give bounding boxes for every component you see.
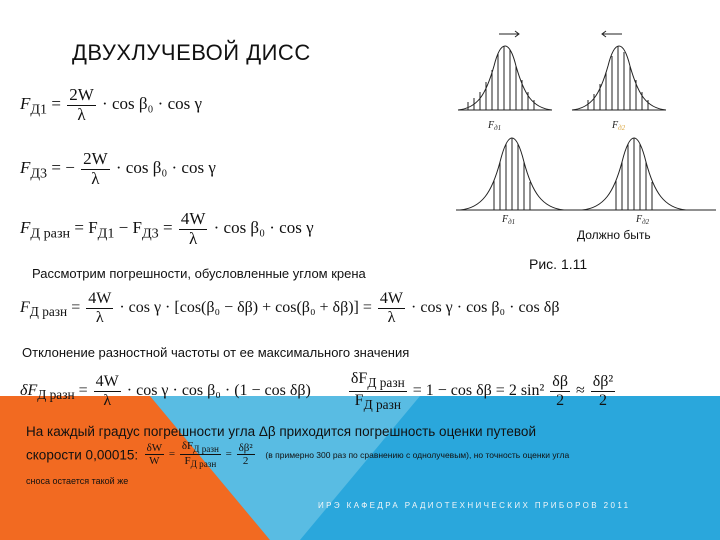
figure-must-be: Должно быть xyxy=(577,228,651,242)
formula-mid: = F xyxy=(74,218,98,238)
ratio-numerator xyxy=(349,370,407,392)
formula-fraction xyxy=(67,86,96,124)
formula-lhs-subscript: Д3 xyxy=(30,165,48,182)
formula-middle: · cos γ · [cos(β₀ − δβ) + cos(β₀ + δβ)] = xyxy=(119,298,372,316)
note-fraction-1 xyxy=(145,442,165,467)
denominator-text: F xyxy=(184,455,191,468)
formula-rest: · cos γ · cos β₀ · cos δβ xyxy=(411,298,560,316)
formula-lhs: F xyxy=(20,298,30,316)
half-numerator: δβ xyxy=(552,373,568,391)
note-aside: (в примерно 300 раз по сравнению с однолучевым), но точность оценки угла xyxy=(265,449,570,460)
formula-lhs-subscript: Д разн xyxy=(29,303,68,319)
formula-equals: = xyxy=(71,298,81,316)
fraction-denominator: W xyxy=(149,455,160,468)
square-denominator: 2 xyxy=(598,391,607,409)
fraction-denominator: λ xyxy=(77,104,86,124)
formula-lhs: δF xyxy=(20,382,38,400)
formula-fraction-2 xyxy=(378,290,405,326)
formula-equals: = xyxy=(78,382,88,400)
formula-fraction xyxy=(94,373,121,409)
formula-equals: = xyxy=(162,218,173,238)
ratio-numerator-text: δF xyxy=(350,370,368,387)
note-fraction-2 xyxy=(180,440,221,470)
footer-text: ИРЭ КАФЕДРА РАДИОТЕХНИЧЕСКИХ ПРИБОРОВ 2011 xyxy=(318,501,631,510)
deviation-text: Отклонение разностной частоты от ее максимального значения xyxy=(22,345,410,360)
formula-deviation xyxy=(20,370,617,413)
formula-f-diff xyxy=(20,210,314,248)
note-line-1: На каждый градус погрешности угла Δβ приходится погрешность оценки путевой xyxy=(26,424,536,439)
formula-mid-subscript-2: Д3 xyxy=(141,225,159,242)
note-prefix: скорости 0,00015: xyxy=(26,447,139,463)
formula-rest: · cos β₀ · cos γ xyxy=(102,94,203,114)
note-line-3: сноса остается такой же xyxy=(26,476,129,486)
fraction-numerator: δβ² xyxy=(238,442,253,455)
formula-rest: · cos β₀ · cos γ xyxy=(213,218,314,238)
fraction-denominator: 2 xyxy=(242,455,249,468)
fraction-denominator: λ xyxy=(103,391,112,409)
ratio-denominator-text: F xyxy=(354,391,364,409)
formula-equals: = − xyxy=(51,158,75,178)
spectral-lines-bottom-right xyxy=(616,138,652,210)
formula-lhs-subscript: Д разн xyxy=(30,225,71,242)
roll-error-text: Рассмотрим погрешности, обусловленные углом крена xyxy=(32,266,366,281)
formula-square xyxy=(591,373,615,409)
label-top-right: $F_{д2}$ xyxy=(612,120,626,132)
note-equals-1: = xyxy=(168,448,176,461)
label-bottom-left: $F_{д1}$ xyxy=(502,214,516,226)
spectral-lines-top-right xyxy=(588,46,648,110)
formula-approx: ≈ xyxy=(575,382,585,400)
formula-f-d1 xyxy=(20,86,202,124)
fraction-numerator: 4W xyxy=(88,290,112,307)
formula-lhs-subscript: Д1 xyxy=(30,101,48,118)
numerator-subscript: Д разн xyxy=(193,444,219,455)
spectrum-curve-top-right xyxy=(572,46,666,110)
formula-lhs: F xyxy=(20,158,31,178)
formula-half xyxy=(550,373,570,409)
fraction-numerator: 4W xyxy=(379,290,404,307)
formula-lhs-subscript: Д разн xyxy=(37,387,75,403)
fraction-numerator: 4W xyxy=(180,209,206,228)
ratio-denominator-subscript: Д разн xyxy=(363,397,401,413)
formula-ratio xyxy=(349,370,407,413)
denominator-subscript: Д разн xyxy=(190,459,217,470)
spectra-figure xyxy=(452,24,720,246)
numerator-text: δF xyxy=(181,440,194,452)
formula-lhs: F xyxy=(20,94,31,114)
formula-f-d3 xyxy=(20,150,216,188)
formula-minus: − F xyxy=(114,218,142,238)
note-fraction-3 xyxy=(237,442,255,467)
square-numerator: δβ² xyxy=(592,373,614,391)
label-bottom-right: $F_{д2}$ xyxy=(636,214,650,226)
fraction-numerator: δW xyxy=(146,442,163,455)
fraction-numerator: 4W xyxy=(95,373,119,391)
spectral-lines-bottom-left xyxy=(494,138,530,210)
fraction-denominator: λ xyxy=(188,228,198,248)
note-equals-2: = xyxy=(225,448,232,461)
fraction-numerator xyxy=(180,440,221,455)
formula-tail: = 1 − cos δβ = 2 sin² xyxy=(412,382,545,400)
fraction-denominator: λ xyxy=(95,308,104,326)
figure-caption: Рис. 1.11 xyxy=(529,256,588,272)
half-denominator: 2 xyxy=(556,391,565,409)
fraction-numerator: 2W xyxy=(69,85,94,104)
spectrum-curve-top-left xyxy=(458,46,552,110)
formula-rest: · cos β₀ · cos γ xyxy=(115,158,216,178)
fraction-denominator: λ xyxy=(387,308,396,326)
label-top-left: $F_{д1}$ xyxy=(488,120,502,132)
ratio-numerator-subscript: Д разн xyxy=(367,375,405,391)
slide-title: ДВУХЛУЧЕВОЙ ДИСС xyxy=(72,40,311,65)
fraction-denominator: λ xyxy=(91,168,100,188)
formula-mid-subscript-1: Д1 xyxy=(97,225,115,242)
formula-f-diff-roll xyxy=(20,290,559,326)
formula-lhs: F xyxy=(20,218,31,238)
formula-fraction xyxy=(179,210,208,248)
formula-middle: · cos γ · cos β₀ · (1 − cos δβ) xyxy=(126,382,311,400)
formula-equals: = xyxy=(51,94,61,114)
fraction-numerator: 2W xyxy=(83,149,108,168)
ratio-denominator xyxy=(349,392,407,413)
fraction-denominator xyxy=(180,455,221,469)
formula-fraction xyxy=(86,290,113,326)
note-line-2 xyxy=(26,440,569,470)
formula-fraction xyxy=(81,150,110,188)
